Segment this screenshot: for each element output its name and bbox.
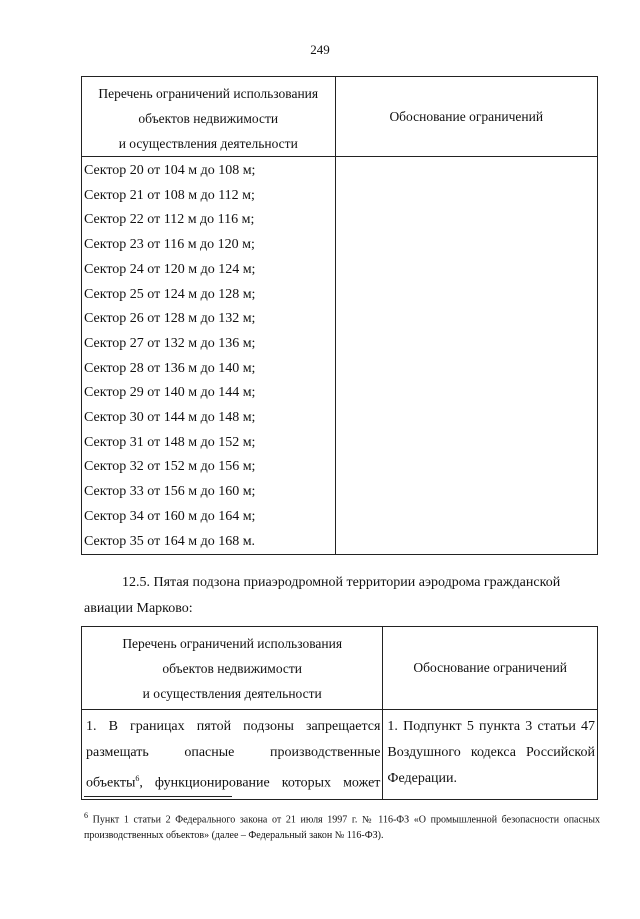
restriction-text: , функционирование которых может (139, 775, 381, 791)
sector-item: Сектор 20 от 104 м до 108 м; (84, 163, 256, 178)
restriction-line: размещать опасные производственные (86, 745, 381, 760)
header-left-line: и осуществления деятельности (142, 686, 322, 701)
sector-item: Сектор 21 от 108 м до 112 м; (84, 187, 255, 203)
table-header-row (82, 627, 598, 710)
table-header-row (82, 77, 598, 157)
sector-item: Сектор 28 от 136 м до 140 м; (84, 360, 256, 376)
sector-item: Сектор 27 от 132 м до 136 м; (84, 335, 256, 351)
sector-item: Сектор 32 от 152 м до 156 м; (84, 459, 256, 475)
restriction-line (86, 766, 380, 797)
table-row (82, 157, 598, 555)
sector-item: Сектор 24 от 120 м до 124 м; (84, 261, 256, 277)
justification-line: Федерации. (387, 771, 458, 786)
justification-text-cell (383, 710, 598, 800)
justification-line: Воздушного кодекса Российской (387, 745, 595, 760)
restrictions-table-zone5 (81, 626, 598, 800)
sector-item: Сектор 22 от 112 м до 116 м; (84, 212, 255, 228)
header-left-line: объектов недвижимости (162, 661, 303, 676)
header-justification: Обоснование ограничений (335, 77, 598, 157)
table-row (82, 710, 598, 800)
sector-item: Сектор 33 от 156 м до 160 м; (84, 484, 256, 500)
sector-item: Сектор 29 от 140 м до 144 м; (84, 385, 256, 401)
header-restrictions-list (82, 77, 336, 157)
footnote (84, 808, 600, 844)
header-left-line: объектов недвижимости (138, 111, 279, 126)
footnote-line (84, 808, 600, 828)
sector-item: Сектор 23 от 116 м до 120 м; (84, 237, 255, 253)
section-line: 12.5. Пятая подзона приаэродромной территории аэродрома гражданской (122, 575, 561, 590)
header-restrictions-list (82, 627, 383, 710)
sector-item: Сектор 35 от 164 м до 168 м. (84, 533, 256, 549)
sector-item: Сектор 25 от 124 м до 128 м; (84, 286, 256, 302)
sector-item: Сектор 30 от 144 м до 148 м; (84, 410, 256, 426)
header-left-line: Перечень ограничений использования (98, 86, 319, 101)
restriction-line: 1. В границах пятой подзоны запрещается (86, 719, 381, 734)
sector-item: Сектор 34 от 160 м до 164 м; (84, 508, 256, 524)
footnote-reference: 6 (135, 774, 140, 783)
restrictions-table-sectors (81, 76, 598, 555)
empty-justification-cell (335, 157, 598, 555)
sector-list-cell (82, 157, 336, 555)
section-paragraph (84, 570, 598, 622)
footnote-divider (84, 796, 232, 797)
header-left-line: и осуществления деятельности (118, 136, 298, 151)
restriction-text-cell (82, 710, 383, 800)
page-number: 249 (310, 42, 330, 57)
footnote-marker: 6 (84, 811, 88, 820)
header-left-line: Перечень ограничений использования (122, 636, 343, 651)
section-line: авиации Марково: (84, 601, 193, 616)
footnote-text: Пункт 1 статьи 2 Федерального закона от 21 июля 1997 г. № 116-ФЗ «О промышленной безопасности опасных (88, 814, 600, 826)
footnote-line: производственных объектов» (далее – Федеральный закон № 116-ФЗ). (84, 830, 384, 842)
restriction-text: объекты (86, 775, 136, 791)
sector-item: Сектор 26 от 128 м до 132 м; (84, 311, 256, 327)
justification-line: 1. Подпункт 5 пункта 3 статьи 47 (387, 719, 595, 734)
sector-item: Сектор 31 от 148 м до 152 м; (84, 434, 256, 450)
header-justification: Обоснование ограничений (383, 627, 598, 710)
